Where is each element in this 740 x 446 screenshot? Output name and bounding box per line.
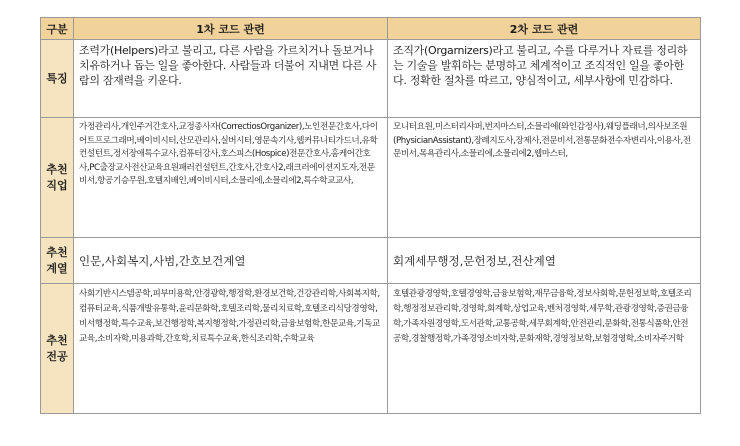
trait-secondary: 조직가(Orgarnizers)라고 불리고, 수를 다루거나 자료를 정리하는 기술을 발휘하는 분명하고 체계적이고 조직적인 일을 좋아한다. 정확한 절차를 따르고, 양심적이고, 세부사항에 민감하다. (388, 40, 701, 118)
series-row (41, 238, 701, 284)
comparison-table-wrapper (40, 17, 700, 414)
jobs-row (41, 118, 701, 238)
trait-row (41, 40, 701, 118)
code-comparison-table (40, 17, 701, 414)
series-primary: 인문,사회복지,사범,간호보건계열 (74, 238, 388, 284)
jobs-primary: 가정관리사,개인주거간호사,교정종사자(CorrectiosOrganizer),노인전문간호사,다이어트프로그래머,베이비시터,산모관리사,실버시터,영문속기사,웹커뮤니티가드너,유학컨설턴트,정서장애특수교사,컴퓨터강사,호스피스(Hospice)전문간호사,홈케어간호사,PC출장교사전산교육요원패러컨설턴트,간호사,간호사2,래크러에이션지도자,전문비서,항공기승무원,호텔지배인,베이비시터,소믈리에,소믈리에2,특수학교교사, (74, 118, 388, 238)
series-secondary: 회계세무행정,문헌정보,전산계열 (388, 238, 701, 284)
header-secondary-code: 2차 코드 관련 (388, 18, 701, 40)
row-label-jobs: 추천 직업 (41, 118, 74, 238)
major-primary: 사회기반시스템공학,피부미용학,안경광학,행정학,환경보건학,건강관리학,사회복지학,컴퓨터교육,식품개발유통학,윤리문화학,호텔조리학,물리치료학,호텔조리식당경영학,비서행정학,특수교육,보건행정학,복지행정학,가정관리학,금융보험학,한문교육,기독교교육,소비자학,미용과학,간호학,치료특수교육,한식조리학,수학교육 (74, 284, 388, 414)
header-primary-code: 1차 코드 관련 (74, 18, 388, 40)
row-label-series: 추천 계열 (41, 238, 74, 284)
row-label-major: 추천 전공 (41, 284, 74, 414)
header-category: 구분 (41, 18, 74, 40)
row-label-trait: 특징 (41, 40, 74, 118)
major-secondary: 호텔관광경영학,호텔경영학,금융보험학,재무금융학,정보사회학,문헌정보학,호텔조리학,행정정보관리학,경영학,회계학,상업교육,벤처경영학,세무학,관광경영학,증권금융학,가족자원경영학,도서관학,교통공학,세무회계학,안전관리,문화학,전통식품학,안전공학,경찰행정학,가족경영소비자학,문화재학,경영정보학,보험경영학,소비자주거학 (388, 284, 701, 414)
jobs-secondary: 모니터요원,미스터리샤퍼,번지마스터,소믈리에(와인감정사),웨딩플래너,의사보조원(PhysicianAssistant),장례지도사,장제사,전문비서,전통문화전수자변리사,이용사,전문비서,목욕관리사,소믈리에,소믈리에2,웹마스터, (388, 118, 701, 238)
major-row (41, 284, 701, 414)
header-row (41, 18, 701, 40)
trait-primary: 조력가(Helpers)라고 불리고, 다른 사람을 가르치거나 돌보거나 치유하거나 돕는 일을 좋아한다. 사람들과 더불어 지내면 다른 사람의 잠재력을 키운다. (74, 40, 388, 118)
